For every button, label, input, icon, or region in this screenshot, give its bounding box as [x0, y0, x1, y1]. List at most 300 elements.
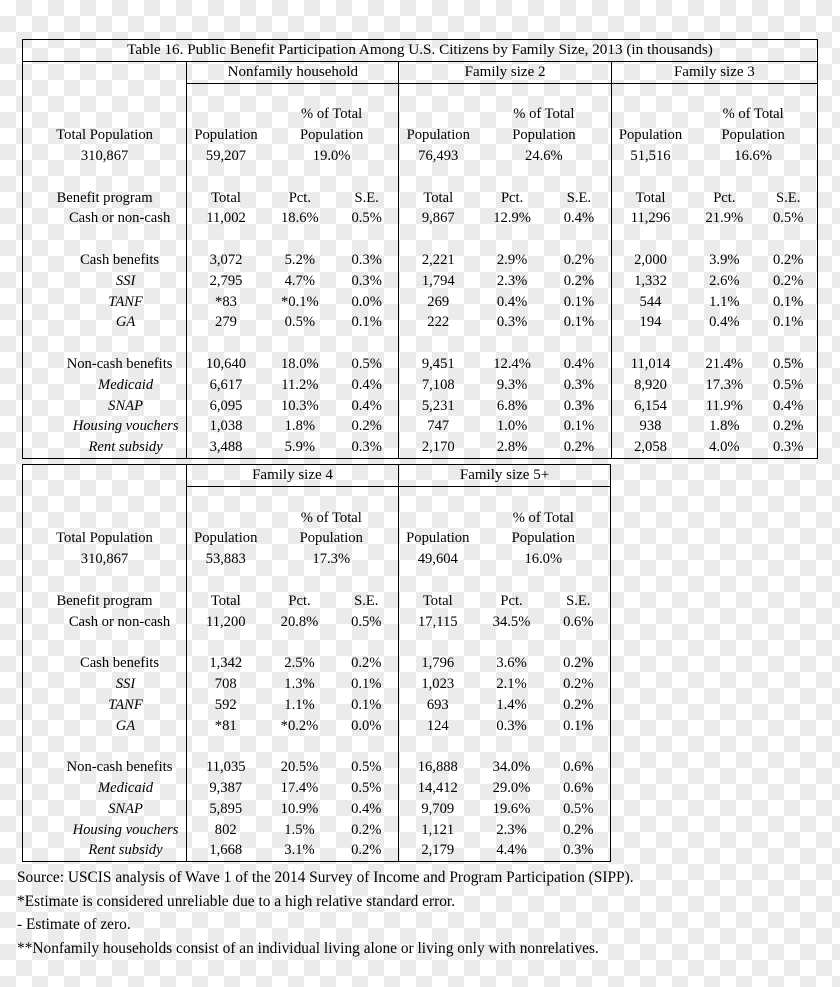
cell-pct: 18.0% — [280, 355, 319, 372]
cell-pct: 4.4% — [496, 842, 527, 859]
spacer-cell — [477, 736, 547, 757]
cell-se: 0.6% — [563, 779, 594, 796]
spacer-cell — [689, 167, 759, 188]
cell-se: 0.4% — [351, 376, 382, 393]
cell-pct: 10.3% — [280, 397, 319, 414]
spacer-cell — [265, 83, 335, 104]
table-row — [23, 208, 818, 229]
group-header-row — [23, 465, 611, 487]
cell-se: 0.2% — [772, 272, 804, 289]
spacer-cell — [23, 83, 187, 104]
cell-se: 0.3% — [563, 376, 595, 393]
cell-pct: 20.5% — [280, 759, 319, 776]
table-row — [23, 416, 818, 437]
table-row — [23, 695, 611, 716]
row-label: Rent subsidy — [88, 439, 163, 456]
spacer-row — [23, 229, 818, 250]
cell-pct: 2.1% — [496, 675, 527, 692]
cell-pct: 3.9% — [709, 251, 740, 268]
row-label: Rent subsidy — [88, 842, 163, 859]
spacer-row — [23, 632, 611, 653]
group-population-value: 49,604 — [399, 549, 477, 570]
pct-of-total-header-row — [23, 508, 611, 529]
cell-pct: 10.9% — [280, 800, 319, 817]
column-header-pct-of-total-line2: Population — [299, 530, 363, 547]
cell-total: 6,617 — [187, 375, 265, 396]
cell-se: 0.2% — [772, 418, 804, 435]
table-bottom — [22, 464, 611, 862]
column-header-se: S.E. — [566, 189, 592, 206]
cell-se: 0.3% — [772, 439, 804, 456]
column-header-pct: Pct. — [288, 189, 311, 206]
cell-se: 0.1% — [563, 293, 595, 310]
cell-pct: 34.5% — [492, 613, 531, 630]
spacer-cell — [23, 736, 187, 757]
cell-total: 3,488 — [187, 437, 265, 458]
spacer-cell — [477, 83, 547, 104]
cell-pct: 12.9% — [493, 210, 531, 227]
table-row — [23, 653, 611, 674]
cell-se: 0.5% — [772, 210, 804, 227]
cell-se: 0.0% — [351, 293, 382, 310]
table-row — [23, 354, 818, 375]
cell-pct: 1.3% — [284, 675, 315, 692]
cell-se: 0.0% — [351, 717, 382, 734]
column-header-total: Total — [187, 188, 265, 209]
column-header-pct-of-total-line2: Population — [512, 127, 576, 144]
stub-header-total-population: Total Population — [56, 127, 153, 144]
cell-pct: *0.2% — [280, 717, 319, 734]
spacer-cell — [759, 229, 817, 250]
cell-pct: 1.5% — [284, 821, 315, 838]
spacer-cell — [335, 632, 399, 653]
row-label: GA — [115, 717, 136, 734]
cell-se: 0.4% — [351, 800, 382, 817]
cell-se: 0.1% — [351, 675, 382, 692]
cell-se: 0.2% — [351, 842, 382, 859]
spacer-cell — [689, 333, 759, 354]
spacer-cell — [187, 229, 265, 250]
row-label: Medicaid — [98, 376, 154, 393]
cell-se: 0.1% — [563, 314, 595, 331]
cell-total: 1,332 — [611, 271, 689, 292]
cell-pct: 17.3% — [705, 376, 744, 393]
column-header-total: Total — [399, 591, 477, 612]
group-header-family-size-4: Family size 4 — [187, 465, 399, 487]
column-header-population: Population — [187, 528, 265, 549]
cell-total: 2,058 — [611, 437, 689, 458]
cell-total: 269 — [399, 292, 477, 313]
cell-total: 17,115 — [399, 612, 477, 633]
cell-pct: 2.3% — [496, 821, 527, 838]
cell-pct: 0.5% — [284, 314, 316, 331]
cell-pct: 2.3% — [496, 272, 528, 289]
cell-pct: 18.6% — [280, 210, 319, 227]
stub-group-blank — [23, 61, 187, 83]
cell-pct: 2.8% — [496, 439, 528, 456]
cell-se: 0.2% — [351, 655, 382, 672]
cell-pct: 17.4% — [280, 779, 319, 796]
cell-total: 2,179 — [399, 840, 477, 861]
spacer-cell — [547, 229, 611, 250]
cell-total: 14,412 — [399, 778, 477, 799]
total-population-value: 310,867 — [80, 147, 129, 164]
spacer-cell — [399, 486, 477, 507]
cell-total: 708 — [187, 674, 265, 695]
table-row — [23, 820, 611, 841]
cell-total: 11,035 — [187, 757, 265, 778]
cell-total: 124 — [399, 716, 477, 737]
cell-pct: 4.7% — [284, 272, 316, 289]
cell-se: 0.4% — [563, 210, 595, 227]
cell-total: 3,072 — [187, 250, 265, 271]
cell-total: 1,038 — [187, 416, 265, 437]
cell-pct: 3.1% — [284, 842, 315, 859]
group-pct-of-total-value: 19.0% — [312, 147, 351, 164]
spacer-cell — [187, 333, 265, 354]
column-header-population: Population — [399, 528, 477, 549]
column-header-pct: Pct. — [500, 592, 523, 609]
cell-se: 0.5% — [772, 355, 804, 372]
cell-total: 7,108 — [399, 375, 477, 396]
spacer-cell — [611, 83, 689, 104]
cell-total: 544 — [611, 292, 689, 313]
cell-total: *83 — [187, 292, 265, 313]
table-row — [23, 612, 611, 633]
table-row — [23, 778, 611, 799]
column-header-pct-of-total-line1: % of Total — [722, 106, 784, 123]
spacer-cell — [759, 167, 817, 188]
cell-pct: 11.9% — [705, 397, 743, 414]
page-title: Table 16. Public Benefit Participation Among U.S. Citizens by Family Size, 2013 (in thousands) — [23, 40, 818, 62]
spacer-cell — [399, 736, 477, 757]
spacer-cell — [265, 167, 335, 188]
group-population-value: 59,207 — [187, 146, 265, 167]
cell-total: 2,170 — [399, 437, 477, 458]
cell-se: 0.3% — [563, 397, 595, 414]
cell-total: 747 — [399, 416, 477, 437]
spacer-cell — [477, 229, 547, 250]
stub-group-blank — [23, 465, 187, 487]
spacer-cell — [265, 229, 335, 250]
cell-pct: 19.6% — [492, 800, 531, 817]
spacer-cell — [399, 632, 477, 653]
cell-total: 938 — [611, 416, 689, 437]
cell-se: 0.3% — [351, 251, 382, 268]
column-header-total: Total — [611, 188, 689, 209]
table-row — [23, 312, 818, 333]
population-header-row — [23, 125, 818, 146]
cell-se: 0.1% — [563, 717, 594, 734]
column-header-population: Population — [611, 125, 689, 146]
cell-total: 6,154 — [611, 396, 689, 417]
table-row — [23, 375, 818, 396]
population-values-row — [23, 146, 818, 167]
row-label: Cash benefits — [79, 655, 160, 672]
spacer-cell — [335, 570, 399, 591]
cell-total: 693 — [399, 695, 477, 716]
spacer-cell — [335, 736, 399, 757]
cell-total: 2,221 — [399, 250, 477, 271]
spacer-cell — [187, 632, 265, 653]
spacer-cell — [335, 333, 399, 354]
note-source: Source: USCIS analysis of Wave 1 of the 2014 Survey of Income and Program Participation (SIPP). — [17, 869, 634, 886]
cell-se: 0.6% — [563, 613, 594, 630]
spacer-cell — [399, 333, 477, 354]
stub-header-benefit-program: Benefit program — [56, 189, 153, 206]
table-row — [23, 799, 611, 820]
cell-pct: 21.4% — [705, 355, 744, 372]
blank-cell — [23, 104, 187, 125]
cell-total: 9,451 — [399, 354, 477, 375]
pct-of-total-header-row — [23, 104, 818, 125]
cell-se: 0.1% — [351, 314, 382, 331]
spacer-cell — [23, 333, 187, 354]
cell-pct: 3.6% — [496, 655, 527, 672]
cell-pct: 1.4% — [496, 696, 527, 713]
table-bottom-body — [23, 612, 611, 862]
cell-pct: 34.0% — [492, 759, 531, 776]
spacer-cell — [23, 167, 187, 188]
table-row — [23, 840, 611, 861]
row-label: Non-cash benefits — [66, 759, 173, 776]
column-header-pct-of-total-line1: % of Total — [300, 509, 362, 526]
group-pct-of-total-value: 24.6% — [525, 147, 563, 164]
cell-total: 1,023 — [399, 674, 477, 695]
cell-pct: 1.1% — [709, 293, 740, 310]
table-row — [23, 292, 818, 313]
spacer-cell — [547, 486, 611, 507]
spacer-cell — [547, 632, 611, 653]
cell-se: 0.2% — [563, 251, 595, 268]
spacer-cell — [265, 333, 335, 354]
cell-total: 5,895 — [187, 799, 265, 820]
cell-pct: 0.3% — [496, 717, 527, 734]
spacer-row — [23, 570, 611, 591]
spacer-row — [23, 486, 611, 507]
spacer-cell — [335, 167, 399, 188]
cell-se: 0.2% — [351, 418, 382, 435]
group-header-row — [23, 61, 818, 83]
cell-se: 0.6% — [563, 759, 594, 776]
column-header-pct-of-total-line2: Population — [300, 127, 364, 144]
note-estimate-of-zero: - Estimate of zero. — [17, 916, 131, 933]
cell-se: 0.5% — [351, 613, 382, 630]
cell-se: 0.3% — [351, 272, 382, 289]
spacer-cell — [611, 333, 689, 354]
column-header-pct-of-total-line1: % of Total — [512, 509, 574, 526]
cell-total: 1,121 — [399, 820, 477, 841]
group-header-family-size-3: Family size 3 — [611, 61, 817, 83]
row-label: SNAP — [108, 800, 143, 817]
cell-se: 0.1% — [772, 314, 804, 331]
spacer-cell — [611, 229, 689, 250]
spacer-cell — [547, 83, 611, 104]
table-title-row — [23, 40, 818, 62]
cell-se: 0.4% — [772, 397, 804, 414]
cell-pct: 12.4% — [493, 355, 531, 372]
group-population-value: 51,516 — [611, 146, 689, 167]
table-row — [23, 396, 818, 417]
group-pct-of-total-value: 16.0% — [524, 551, 563, 568]
cell-total: 11,200 — [187, 612, 265, 633]
cell-total: 222 — [399, 312, 477, 333]
row-label: SSI — [115, 675, 136, 692]
group-header-family-size-2: Family size 2 — [399, 61, 611, 83]
column-header-se: S.E. — [354, 189, 379, 206]
column-header-se: S.E. — [776, 189, 801, 206]
table-row — [23, 437, 818, 458]
cell-total: 11,002 — [187, 208, 265, 229]
cell-se: 0.2% — [563, 821, 594, 838]
cell-se: 0.2% — [351, 821, 382, 838]
cell-se: 0.2% — [563, 675, 594, 692]
cell-se: 0.1% — [563, 418, 595, 435]
cell-se: 0.5% — [351, 210, 382, 227]
group-population-value: 53,883 — [187, 549, 265, 570]
row-label: Housing vouchers — [72, 418, 179, 435]
table-top-body — [23, 208, 818, 458]
cell-se: 0.3% — [351, 439, 382, 456]
cell-total: *81 — [187, 716, 265, 737]
spacer-cell — [399, 570, 477, 591]
cell-se: 0.5% — [351, 779, 382, 796]
blank-cell — [399, 104, 477, 125]
blank-cell — [187, 508, 265, 529]
spacer-row — [23, 83, 818, 104]
row-label: Medicaid — [97, 779, 154, 796]
table-row — [23, 674, 611, 695]
cell-pct: 11.2% — [281, 376, 319, 393]
measure-header-row — [23, 188, 818, 209]
column-header-pct: Pct. — [500, 189, 524, 206]
spacer-cell — [547, 736, 611, 757]
cell-se: 0.2% — [772, 251, 804, 268]
cell-pct: 1.8% — [709, 418, 740, 435]
cell-se: 0.2% — [563, 696, 594, 713]
blank-cell — [399, 508, 477, 529]
spacer-cell — [335, 229, 399, 250]
cell-pct: 29.0% — [492, 779, 531, 796]
cell-total: 9,867 — [399, 208, 477, 229]
group-pct-of-total-value: 17.3% — [312, 551, 351, 568]
blank-cell — [611, 104, 689, 125]
cell-pct: 1.8% — [284, 418, 316, 435]
spacer-cell — [547, 167, 611, 188]
cell-total: 11,296 — [611, 208, 689, 229]
table-row — [23, 757, 611, 778]
table-notes — [17, 866, 823, 960]
spacer-row — [23, 167, 818, 188]
spacer-row — [23, 736, 611, 757]
spacer-cell — [477, 632, 547, 653]
cell-pct: 9.3% — [496, 376, 528, 393]
cell-pct: 20.8% — [280, 613, 319, 630]
column-header-se: S.E. — [566, 592, 591, 609]
cell-pct: 2.6% — [709, 272, 740, 289]
cell-total: 8,920 — [611, 375, 689, 396]
cell-total: 5,231 — [399, 396, 477, 417]
cell-total: 592 — [187, 695, 265, 716]
group-header-family-size-5plus: Family size 5+ — [399, 465, 611, 487]
cell-se: 0.3% — [563, 842, 594, 859]
blank-cell — [187, 104, 265, 125]
cell-pct: 2.5% — [284, 655, 315, 672]
cell-total: 279 — [187, 312, 265, 333]
table-row — [23, 271, 818, 292]
spacer-cell — [477, 167, 547, 188]
cell-total: 11,014 — [611, 354, 689, 375]
measure-header-row — [23, 591, 611, 612]
total-population-value: 310,867 — [80, 551, 129, 568]
cell-se: 0.4% — [563, 355, 595, 372]
spacer-cell — [477, 486, 547, 507]
cell-se: 0.5% — [351, 759, 382, 776]
cell-pct: 2.9% — [496, 251, 528, 268]
stub-header-total-population: Total Population — [56, 530, 153, 547]
note-unreliable-estimate: *Estimate is considered unreliable due to a high relative standard error. — [17, 892, 456, 910]
column-header-pct-of-total-line1: % of Total — [513, 106, 575, 123]
cell-se: 0.1% — [772, 293, 804, 310]
spacer-cell — [759, 333, 817, 354]
row-label: Cash or non-cash — [68, 613, 171, 630]
spacer-cell — [547, 333, 611, 354]
cell-se: 0.2% — [563, 655, 594, 672]
cell-pct: 6.8% — [496, 397, 528, 414]
population-header-row — [23, 528, 611, 549]
cell-pct: 21.9% — [705, 210, 744, 227]
spacer-cell — [399, 167, 477, 188]
row-label: GA — [115, 314, 136, 331]
column-header-pct-of-total-line2: Population — [511, 530, 575, 547]
cell-pct: 0.4% — [496, 293, 528, 310]
row-label: SSI — [115, 272, 136, 289]
spacer-cell — [759, 83, 817, 104]
cell-total: 1,794 — [399, 271, 477, 292]
spacer-cell — [265, 570, 335, 591]
cell-total: 6,095 — [187, 396, 265, 417]
row-label: SNAP — [108, 397, 144, 414]
column-header-se: S.E. — [354, 592, 379, 609]
column-header-pct-of-total-line1: % of Total — [301, 106, 363, 123]
spacer-cell — [23, 486, 187, 507]
cell-se: 0.2% — [563, 439, 595, 456]
cell-pct: 0.4% — [709, 314, 740, 331]
blank-cell — [23, 508, 187, 529]
column-header-total: Total — [399, 188, 477, 209]
spacer-cell — [547, 570, 611, 591]
spacer-cell — [335, 486, 399, 507]
cell-total: 2,795 — [187, 271, 265, 292]
cell-se: 0.5% — [351, 355, 382, 372]
cell-se: 0.4% — [351, 397, 382, 414]
spacer-cell — [477, 570, 547, 591]
row-label: Cash or non-cash — [68, 210, 171, 227]
spacer-cell — [477, 333, 547, 354]
cell-se: 0.5% — [772, 376, 804, 393]
cell-total: 1,342 — [187, 653, 265, 674]
spacer-cell — [23, 570, 187, 591]
spacer-cell — [335, 83, 399, 104]
cell-total: 9,709 — [399, 799, 477, 820]
cell-total: 16,888 — [399, 757, 477, 778]
cell-pct: 1.0% — [496, 418, 528, 435]
cell-se: 0.2% — [563, 272, 595, 289]
spacer-cell — [265, 736, 335, 757]
spacer-cell — [399, 229, 477, 250]
spacer-cell — [187, 570, 265, 591]
row-label: TANF — [108, 293, 143, 310]
